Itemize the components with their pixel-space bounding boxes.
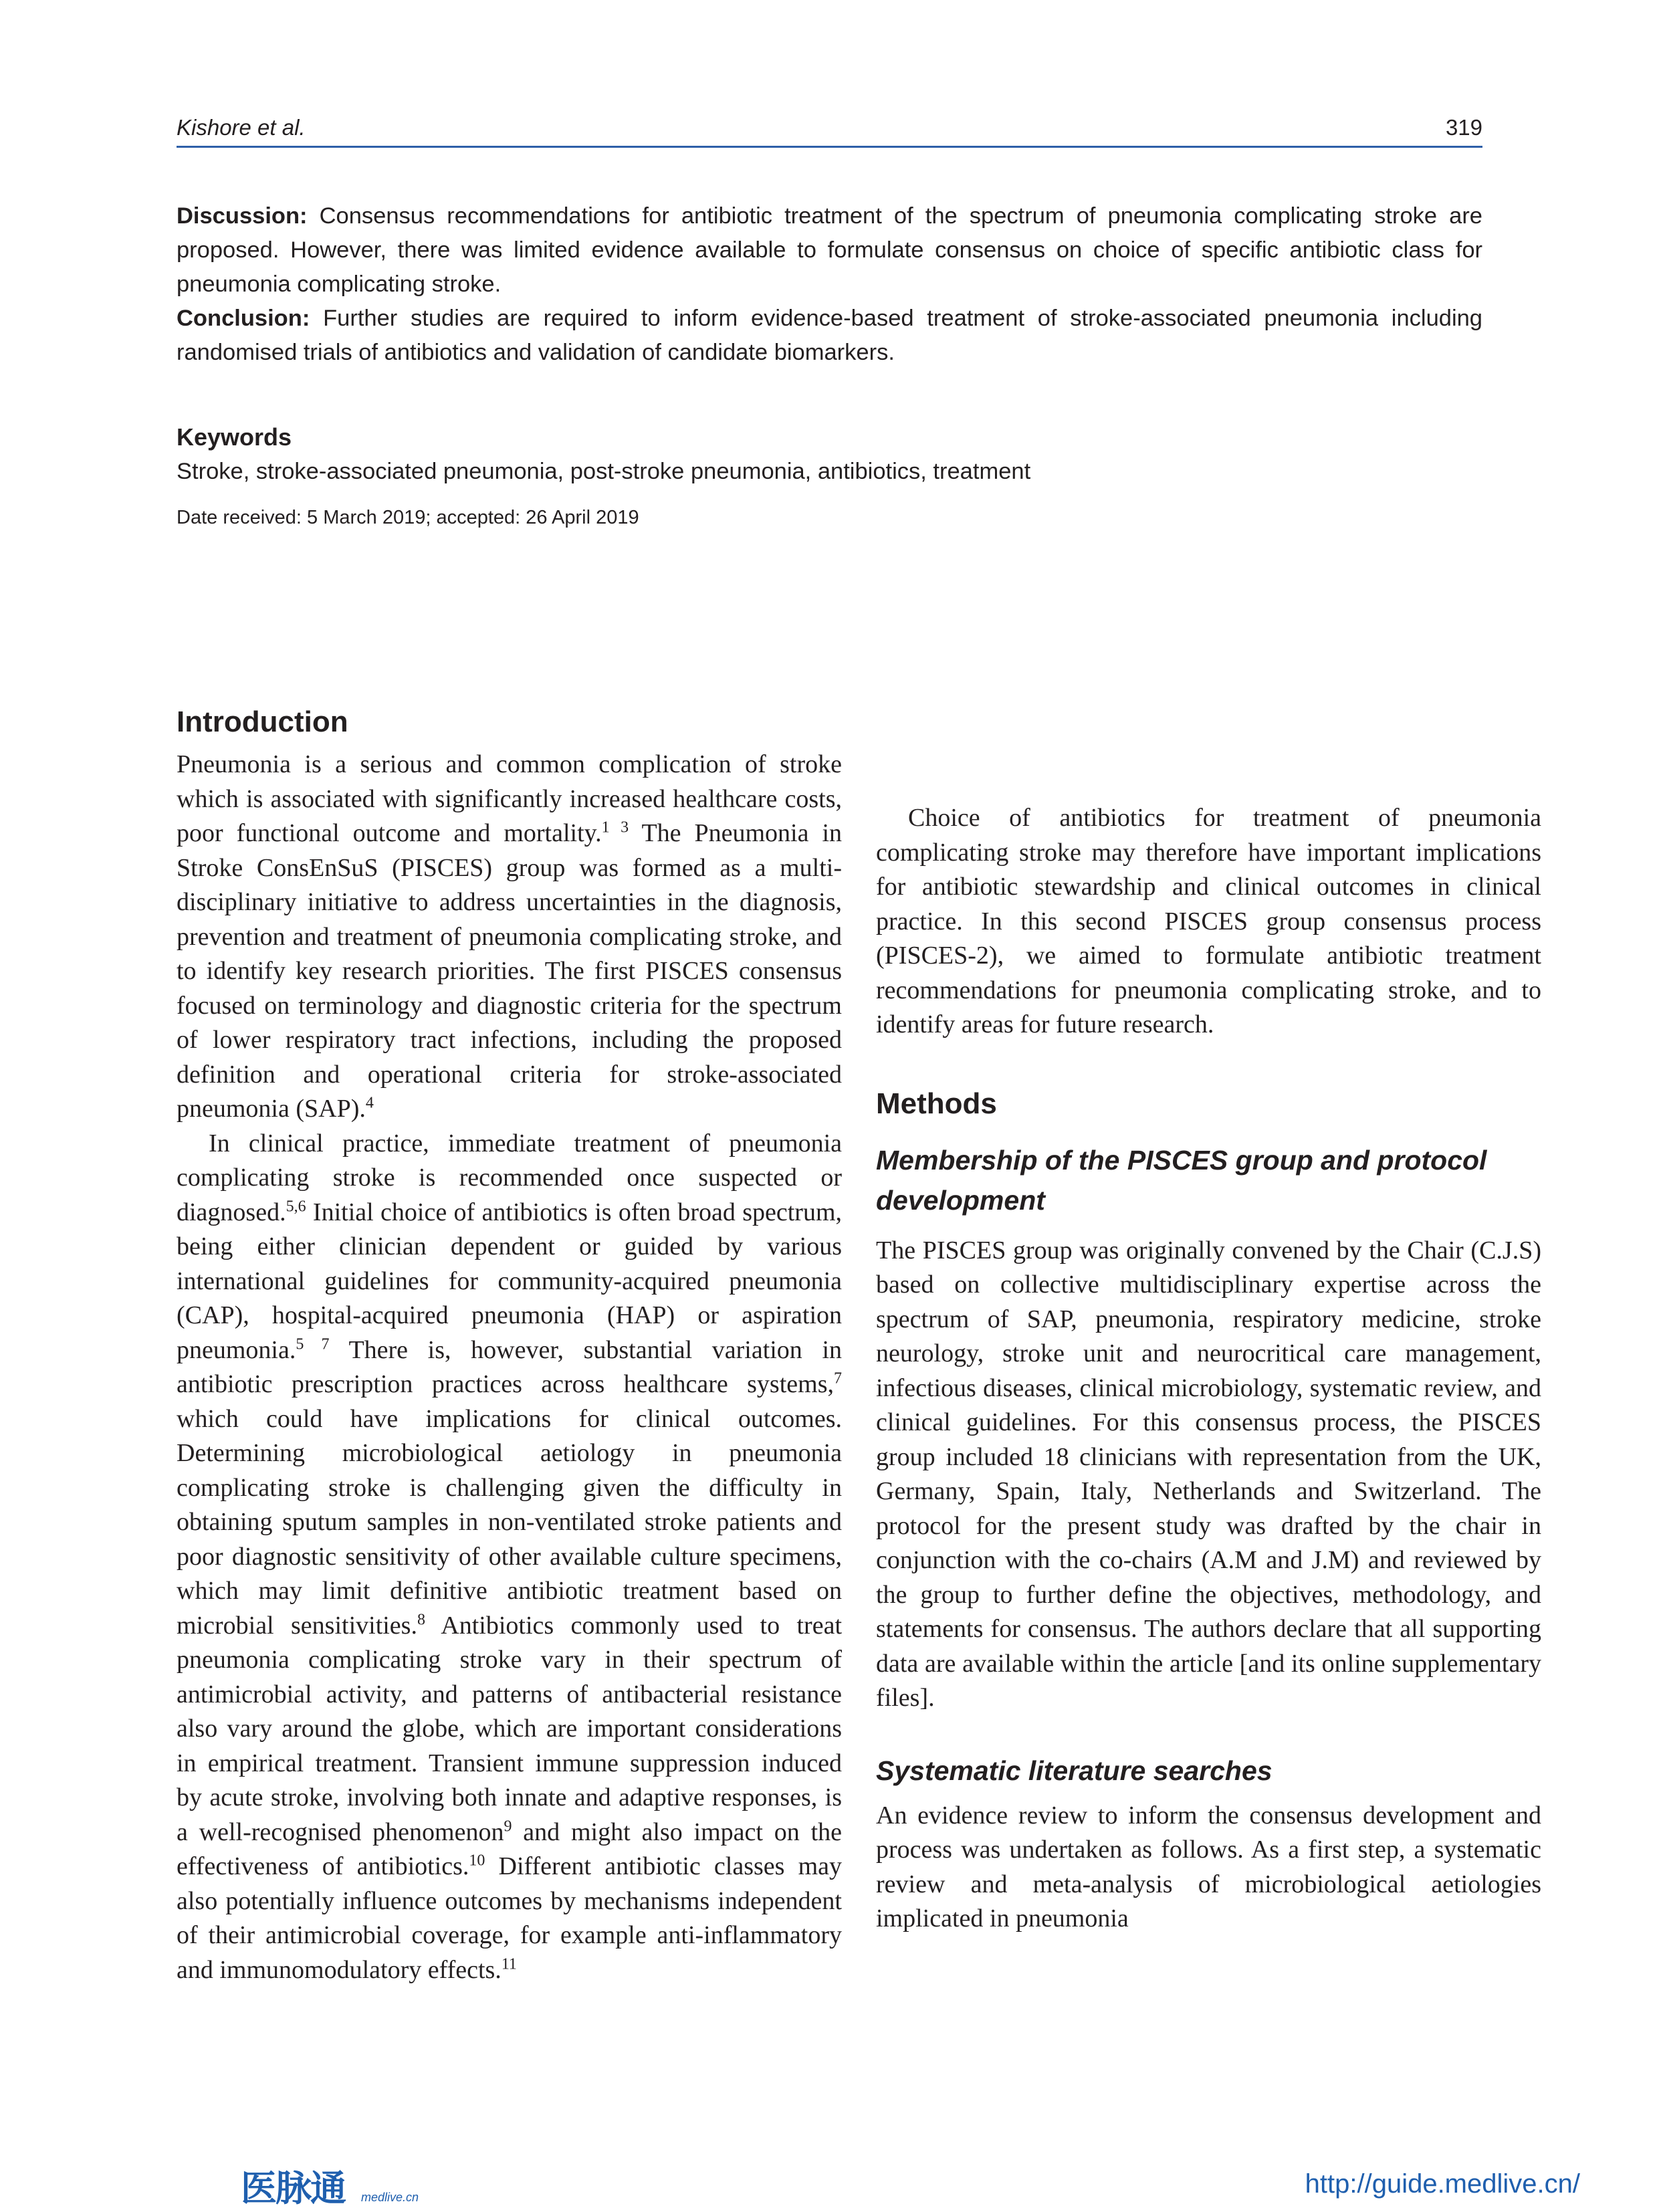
left-column xyxy=(177,702,842,1987)
citation-1-3: 1 3 xyxy=(601,818,629,837)
running-head xyxy=(177,114,1482,148)
citation-5-7: 5 7 xyxy=(296,1335,330,1353)
source-url-link[interactable]: http://guide.medlive.cn/ xyxy=(1305,2169,1580,2199)
discussion-label: Discussion: xyxy=(177,203,308,229)
discussion-text: Consensus recommendations for antibiotic treatment of the spectrum of pneumonia complicating stroke are proposed. However, there was limited evidence available to formulate consensus on choice of specific antibiotic class for pneumonia complicating stroke. xyxy=(177,203,1482,297)
methods-heading: Methods xyxy=(876,1087,997,1120)
intro-paragraph-3: Choice of antibiotics for treatment of pneumonia complicating stroke may therefore have important implications for antibiotic stewardship and clinical outcomes in clinical practice. In this second PISCES group consensus process (PISCES-2), we aimed to formulate antibiotic treatment recommendations for pneumonia complicating stroke, and to identify areas for future research. xyxy=(876,804,1541,1038)
citation-8: 8 xyxy=(417,1610,425,1628)
intro-paragraph-1 xyxy=(177,748,842,1127)
citation-5-6: 5,6 xyxy=(286,1197,306,1215)
dates-line: Date received: 5 March 2019; accepted: 26 April 2019 xyxy=(177,507,639,528)
intro-p2-text-f: and might also impact on the effectiveness of antibiotics. xyxy=(177,1817,842,1880)
intro-p2-text-g: Different antibiotic classes may also potentially influence outcomes by mechanisms independent of their antimicrobial coverage, for example anti-inflammatory and immunomodulatory effects. xyxy=(177,1852,843,1984)
citation-10: 10 xyxy=(469,1852,485,1870)
logo-mark: 医脉通 xyxy=(241,2167,345,2209)
membership-paragraph: The PISCES group was originally convened by the Chair (C.J.S) based on collective multidisciplinary expertise across the spectrum of SAP, pneumonia, respiratory medicine, stroke neurology, stroke unit and neurocritical care management, infectious diseases, clinical microbiology, systematic review, and clinical guidelines. For this consensus process, the PISCES group included 18 clinicians with representation from the UK, Germany, Spain, Italy, Netherlands and Switzerland. The protocol for the present study was drafted by the chair in conjunction with the co-chairs (A.M and J.M) and reviewed by the group to further define the objectives, methodology, and statements for consensus. The authors declare that all supporting data are available within the article [and its online supplementary files]. xyxy=(876,1236,1541,1712)
intro-continuation-spacer xyxy=(876,697,1541,801)
keywords-block xyxy=(177,420,1482,529)
citation-4: 4 xyxy=(365,1094,374,1112)
right-column xyxy=(876,697,1541,1937)
intro-p1-text-a: Pneumonia is a serious and common complication of stroke which is associated with significantly increased healthcare costs, poor functional outcome and mortality. xyxy=(177,750,842,847)
keywords-list: Stroke, stroke-associated pneumonia, post-stroke pneumonia, antibiotics, treatment xyxy=(177,459,1031,484)
intro-p2-text-b: Initial choice of antibiotics is often broad spectrum, being either clinician dependent or guided by various international guidelines for community-acquired pneumonia (CAP), hospital-acquired pneumonia (HAP) or aspiration pneumonia. xyxy=(177,1198,842,1364)
introduction-heading: Introduction xyxy=(177,705,348,738)
keywords-heading: Keywords xyxy=(177,423,292,451)
intro-p2-text-e: Antibiotics commonly used to treat pneumonia complicating stroke vary in their spectrum of antimicrobial activity, and patterns of antibacterial resistance also vary around the globe, which are important considerations in empirical treatment. Transient immune suppression induced by acute stroke, involving both innate and adaptive responses, is a well-recognised phenomenon xyxy=(177,1611,843,1846)
literature-search-paragraph: An evidence review to inform the consensus development and process was undertaken as follows. As a first step, a systematic review and meta-analysis of microbiological aetiologies implicated in pneumonia xyxy=(876,1801,1541,1932)
abstract xyxy=(177,199,1482,370)
membership-subheading: Membership of the PISCES group and protocol development xyxy=(876,1144,1487,1216)
abstract-conclusion xyxy=(177,302,1482,370)
citation-7: 7 xyxy=(834,1369,842,1388)
citation-9: 9 xyxy=(504,1817,512,1835)
intro-p2-text-c: There is, however, substantial variation in antibiotic prescription practices across healthcare systems, xyxy=(177,1335,842,1398)
citation-11: 11 xyxy=(501,1955,517,1973)
intro-p1-text-b: The Pneumonia in Stroke ConsEnSuS (PISCES) group was formed as a multi-disciplinary initiative to address uncertainties in the diagnosis, prevention and treatment of pneumonia complicating stroke, and to identify key research priorities. The first PISCES consensus focused on terminology and diagnostic criteria for the spectrum of lower respiratory tract infections, including the proposed definition and operational criteria for stroke-associated pneumonia (SAP). xyxy=(177,819,843,1123)
medlive-logo xyxy=(241,2160,419,2209)
intro-paragraph-2 xyxy=(177,1127,842,1988)
abstract-discussion xyxy=(177,199,1482,302)
conclusion-label: Conclusion: xyxy=(177,306,310,331)
running-author: Kishore et al. xyxy=(177,115,306,140)
intro-p2-text-a: In clinical practice, immediate treatment of pneumonia complicating stroke is recommended once suspected or diagnosed. xyxy=(177,1129,842,1226)
intro-p2-text-d: which could have implications for clinical outcomes. Determining microbiological aetiology in pneumonia complicating stroke is challenging given the difficulty in obtaining sputum samples in non-ventilated stroke patients and poor diagnostic sensitivity of other available culture specimens, which may limit definitive antibiotic treatment based on microbial sensitivities. xyxy=(177,1404,842,1640)
conclusion-text: Further studies are required to inform evidence-based treatment of stroke-associated pneumonia including randomised trials of antibiotics and validation of candidate biomarkers. xyxy=(177,306,1482,365)
logo-subtext: medlive.cn xyxy=(361,2191,419,2204)
literature-search-subheading: Systematic literature searches xyxy=(876,1755,1273,1786)
page-number: 319 xyxy=(1445,115,1482,140)
